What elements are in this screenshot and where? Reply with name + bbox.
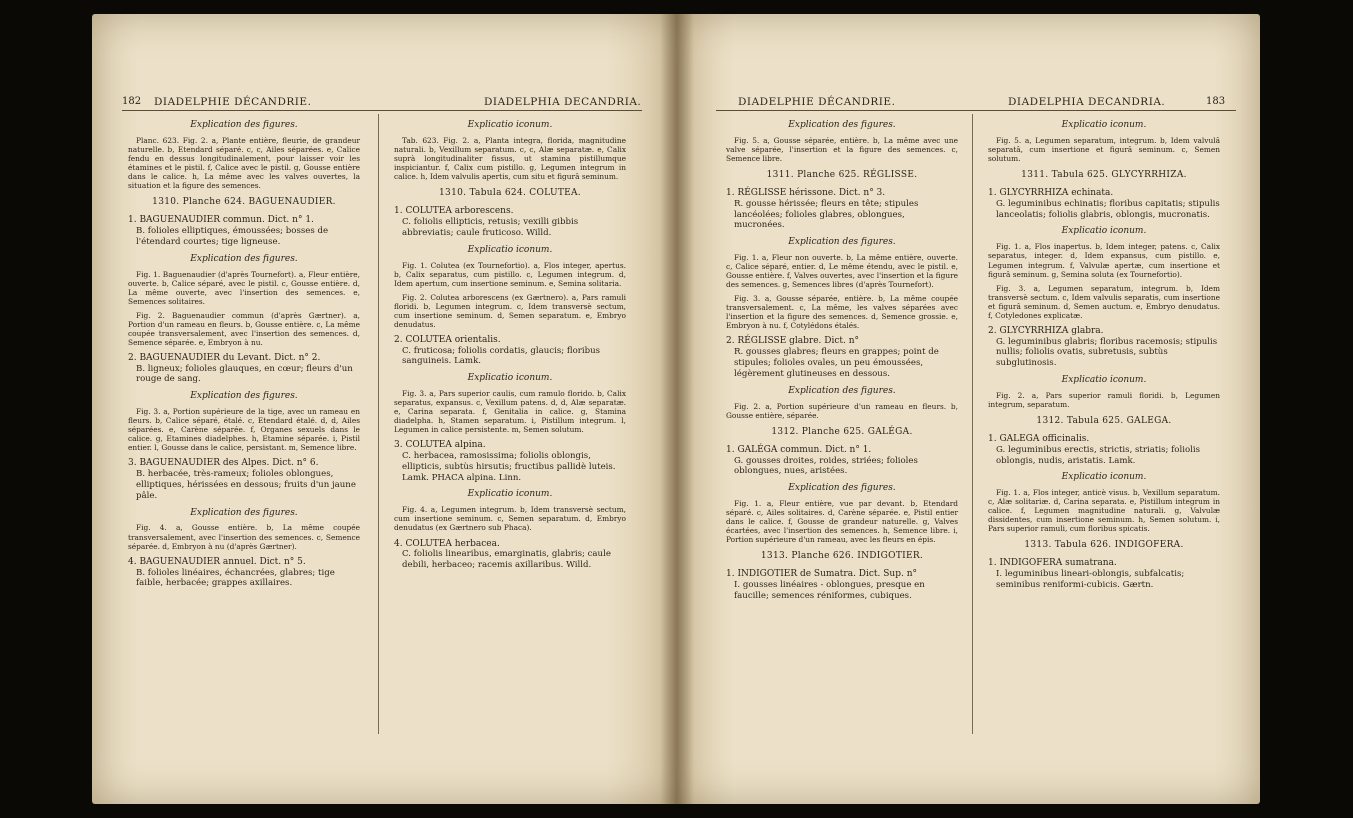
entry-description: R. gousse hérissée; fleurs en tête; stipules lancéolées; folioles glabres, oblongues, mucronées.	[734, 199, 919, 231]
figure-explanation: Tab. 623. Fig. 2. a, Planta integra, florida, magnitudine naturali. b, Vexillum separatum. c, c, Alæ separatæ. e, Calix suprà longitudinaliter fissus, ut stamina pistillumque inspiciantur. f, Calix cum pistillo. g, Legumen integrum in calice. h, Idem valvulis apertis, cum situ et figurâ seminum.	[394, 135, 626, 182]
entry-description: R. gousses glabres; fleurs en grappes; point de stipules; folioles ovales, un peu émoussées, légèrement glutineuses en dessous.	[734, 347, 939, 379]
explication-heading: Explicatio iconum.	[467, 244, 553, 255]
entry-heading: 1. RÉGLISSE hérissone. Dict. n° 3.	[726, 188, 886, 199]
entry-heading: 4. BAGUENAUDIER annuel. Dict. n° 5.	[128, 556, 306, 567]
figure-explanation: Fig. 4. a, Legumen integrum. b, Idem transversè sectum, cum insertione seminum. c, Semen separatum. d, Embryo denudatus (ex Gærtnero sub Phaca).	[394, 505, 626, 533]
entry-description: C. foliolis ellipticis, retusis; vexilli gibbis abbreviatis; caule fruticoso. Willd.	[402, 217, 579, 238]
left-page-latin-column	[394, 116, 626, 577]
figure-explanation: Fig. 3. a, Pars superior caulis, cum ramulo florido. b, Calix separatus, expansus. c, Vexillum patens. d, d, Alæ separatæ. e, Carina separata. f, Genitalia in calice. g, Stamina diadelpha. h, Stamen separatum. i, Pistillum integrum. l, Legumen in calice persistente. m, Semen solutum.	[394, 389, 626, 435]
figure-explanation: Fig. 1. a, Flos inapertus. b, Idem integer, patens. c, Calix separatus, integer. d, Idem expansus, cum pistillo. e, Legumen integrum. f, Valvulæ apertæ, cum insertione et figurâ seminum. g, Semina soluta (ex Tournefortio).	[988, 242, 1220, 279]
figure-explanation: Fig. 3. a, Portion supérieure de la tige, avec un rameau en fleurs. b, Calice séparé, étalé. c, Etendard étalé. d, d, Ailes séparées. e, Carène séparée. f, Organes sexuels dans le calice. g, Etamines diadelphes. h, Etamine séparée. i, Pistil entier. l, Gousse dans le calice, persistant. m, Semence libre.	[128, 407, 360, 453]
explication-heading: Explicatio iconum.	[1061, 472, 1147, 483]
figure-explanation: Fig. 1. Baguenaudier (d'après Tournefort). a, Fleur entière, ouverte. b, Calice séparé, avec le pistil. c, Gousse entière. d, La même ouverte, avec l'insertion des semences. e, Semences solitaires.	[128, 269, 360, 306]
entry-heading: 1. GLYCYRRHIZA echinata.	[988, 188, 1114, 199]
figure-explanation: Fig. 2. a, Portion supérieure d'un rameau en fleurs. b, Gousse entière, séparée.	[726, 401, 958, 420]
entry-heading: 1. BAGUENAUDIER commun. Dict. n° 1.	[128, 215, 314, 226]
plate-heading: 1310. Planche 624. BAGUENAUDIER.	[152, 197, 336, 208]
explication-heading: Explication des figures.	[788, 237, 896, 248]
entry-description: C. fruticosa; foliolis cordatis, glaucis; floribus sanguineis. Lamk.	[402, 345, 601, 367]
explication-heading: Explication des figures.	[788, 483, 896, 494]
header-rule-right	[716, 110, 1236, 111]
explication-heading: Explicatio iconum.	[1061, 120, 1147, 130]
header-rule-left	[122, 110, 642, 111]
plate-heading: 1310. Tabula 624. COLUTEA.	[439, 188, 581, 199]
entry-description: G. gousses droites, roides, striées; folioles oblongues, nues, aristées.	[734, 455, 918, 477]
entry-description: B. folioles elliptiques, émoussées; bosses de l'étendard courtes; tige ligneuse.	[136, 226, 329, 247]
column-divider-left	[378, 114, 379, 734]
running-head-right-la: DIADELPHIA DECANDRIA.	[1008, 96, 1166, 108]
figure-explanation: Fig. 5. a, Gousse séparée, entière. b, La même avec une valve séparée, l'insertion et la figure des semences. c, Semence libre.	[726, 135, 958, 164]
entry-heading: 2. BAGUENAUDIER du Levant. Dict. n° 2.	[128, 352, 321, 363]
entry-heading: 3. COLUTEA alpina.	[394, 440, 486, 451]
entry-description: C. herbacea, ramosissima; foliolis oblongis, ellipticis, subtùs hirsutis; fructibus pallidè luteis. Lamk. PHACA alpina. Linn.	[402, 451, 616, 483]
figure-explanation: Fig. 3. a, Gousse séparée, entière. b, La même coupée transversalement. c, La même, les valves séparées avec l'insertion et la figure des semences. d, Semence grossie. e, Embryon à nu. f, Cotylédons étalés.	[726, 294, 958, 331]
figure-explanation: Fig. 3. a, Legumen separatum, integrum. b, Idem transversè sectum. c, Idem valvulis separatis, cum insertione et figurâ seminum. d, Semen auctum. e, Embryo denudatus. f, Cotyledones explicatæ.	[988, 283, 1220, 320]
explication-heading: Explicatio iconum.	[467, 489, 553, 500]
right-page-french-column	[726, 116, 958, 608]
running-head-right-fr: DIADELPHIE DÉCANDRIE.	[738, 96, 896, 108]
entry-description: G. leguminibus echinatis; floribus capitatis; stipulis lanceolatis; foliolis glabris, oblongis, mucronatis.	[996, 199, 1220, 220]
right-page	[676, 14, 1260, 804]
entry-description: I. gousses linéaires - oblongues, presque en faucille; semences réniformes, cubiques.	[734, 580, 925, 601]
explication-heading: Explication des figures.	[190, 253, 298, 264]
entry-heading: 2. RÉGLISSE glabre. Dict. n°	[726, 336, 860, 347]
column-divider-right	[972, 114, 973, 734]
entry-heading: 2. GLYCYRRHIZA glabra.	[988, 325, 1104, 336]
explication-heading: Explicatio iconum.	[1061, 374, 1147, 385]
explication-heading: Explication des figures.	[190, 507, 298, 518]
entry-heading: 2. COLUTEA orientalis.	[394, 334, 501, 345]
explication-heading: Explication des figures.	[190, 120, 298, 130]
figure-explanation: Fig. 2. Colutea arborescens (ex Gærtnero). a, Pars ramuli floridi. b, Legumen integrum. c, Idem transversè sectum, cum insertione seminum. d, Semen separatum. e, Embryo denudatus.	[394, 292, 626, 329]
entry-heading: 1. COLUTEA arborescens.	[394, 206, 514, 217]
entry-heading: 4. COLUTEA herbacea.	[394, 538, 500, 549]
entry-heading: 1. INDIGOTIER de Sumatra. Dict. Sup. n°	[726, 569, 918, 580]
page-number-left: 182	[122, 96, 142, 107]
running-head-left-la: DIADELPHIA DECANDRIA.	[484, 96, 642, 108]
entry-description: C. foliolis linearibus, emarginatis, glabris; caule debili, herbaceo; racemis axillaribus. Willd.	[402, 549, 611, 571]
plate-heading: 1313. Planche 626. INDIGOTIER.	[760, 551, 924, 562]
explication-heading: Explication des figures.	[788, 120, 896, 130]
plate-heading: 1311. Tabula 625. GLYCYRRHIZA.	[1021, 170, 1187, 181]
figure-explanation: Fig. 1. a, Fleur entière, vue par devant. b, Etendard séparé. c, Ailes solitaires. d, Carène séparée. e, Pistil entier dans le calice. f, Gousse de grandeur naturelle. g, Valves écartées, avec l'insertion des semences. h, Semence libre. i, Portion supérieure d'un rameau, avec les fleurs en épis.	[726, 499, 958, 545]
plate-heading: 1312. Tabula 625. GALEGA.	[1036, 415, 1172, 426]
plate-heading: 1313. Tabula 626. INDIGOFERA.	[1024, 540, 1184, 551]
explication-heading: Explication des figures.	[190, 391, 298, 402]
explication-heading: Explicatio iconum.	[1061, 226, 1147, 237]
figure-explanation: Fig. 1. Colutea (ex Tournefortio). a, Flos integer, apertus. b, Calix separatus, cum pistillo. c, Legumen integrum. d, Idem apertum, cum insertione seminum. e, Semina solitaria.	[394, 260, 626, 288]
figure-explanation: Fig. 5. a, Legumen separatum, integrum. b, Idem valvulâ separatâ, cum insertione et figurâ seminum. c, Semen solutum.	[988, 135, 1220, 164]
entry-description: I. leguminibus lineari-oblongis, subfalcatis; seminibus reniformi-cubicis. Gærtn.	[996, 569, 1185, 591]
entry-description: G. leguminibus glabris; floribus racemosis; stipulis nullis; foliolis ovatis, subretusis, subtùs subglutinosis.	[996, 336, 1218, 369]
figure-explanation: Planc. 623. Fig. 2. a, Plante entière, fleurie, de grandeur naturelle. b, Etendard séparé. c, c, Ailes séparées. e, Calice fendu en dessus longitudinalement, pour laisser voir les étamines et le pistil. f, Calice avec le pistil. g, Gousse entière dans le calice. h, La même avec les valves ouvertes, la situation et la figure des semences.	[128, 135, 360, 191]
explication-heading: Explicatio iconum.	[467, 120, 553, 130]
figure-explanation: Fig. 2. a, Pars superior ramuli floridi. b, Legumen integrum, separatum.	[988, 390, 1220, 409]
plate-heading: 1312. Planche 625. GALÉGA.	[771, 426, 913, 437]
entry-heading: 1. GALEGA officinalis.	[988, 433, 1090, 444]
plate-heading: 1311. Planche 625. RÉGLISSE.	[766, 170, 918, 181]
figure-explanation: Fig. 1. a, Fleur non ouverte. b, La même entière, ouverte. c, Calice séparé, entier. d, Le même étendu, avec le pistil. e, Gousse entière. f, Valves ouvertes, avec l'insertion et la figure des semences. g, Semences libres (d'après Tournefort).	[726, 253, 958, 290]
figure-explanation: Fig. 1. a, Flos integer, anticè visus. b, Vexillum separatum. c, Alæ solitariæ. d, Carina separata. e, Pistillum integrum in calice. f, Legumen magnitudine naturali. g, Valvulæ dissidentes, cum insertione seminum. h, Semen solutum. i, Pars superior ramuli, cum floribus spicatis.	[988, 488, 1220, 534]
running-head-left-fr: DIADELPHIE DÉCANDRIE.	[154, 96, 312, 108]
entry-description: G. leguminibus erectis, strictis, striatis; foliolis oblongis, nudis, aristatis. Lamk.	[996, 444, 1201, 466]
entry-description: B. folioles linéaires, échancrées, glabres; tige faible, herbacée; grappes axillaires.	[136, 567, 335, 589]
left-page	[92, 14, 676, 804]
left-page-french-column	[128, 116, 360, 595]
explication-heading: Explicatio iconum.	[467, 373, 553, 384]
figure-explanation: Fig. 4. a, Gousse entière. b, La même coupée transversalement, avec l'insertion des semences. c, Semence séparée. d, Embryon à nu (d'après Gærtner).	[128, 523, 360, 551]
figure-explanation: Fig. 2. Baguenaudier commun (d'après Gærtner). a, Portion d'un rameau en fleurs. b, Gousse entière. c, La même coupée transversalement, avec l'insertion des semences. d, Semence séparée. e, Embryon à nu.	[128, 310, 360, 347]
page-number-right: 183	[1206, 96, 1226, 107]
explication-heading: Explication des figures.	[788, 385, 896, 396]
right-page-latin-column	[988, 116, 1220, 597]
entry-description: B. ligneux; folioles glauques, en cœur; fleurs d'un rouge de sang.	[136, 363, 353, 385]
entry-heading: 1. INDIGOFERA sumatrana.	[988, 558, 1117, 569]
entry-description: B. herbacée, très-rameux; folioles oblongues, elliptiques, hérissées en dessous; fruits d'un jaune pâle.	[136, 469, 356, 501]
entry-heading: 3. BAGUENAUDIER des Alpes. Dict. n° 6.	[128, 458, 319, 469]
entry-heading: 1. GALÉGA commun. Dict. n° 1.	[726, 444, 872, 455]
